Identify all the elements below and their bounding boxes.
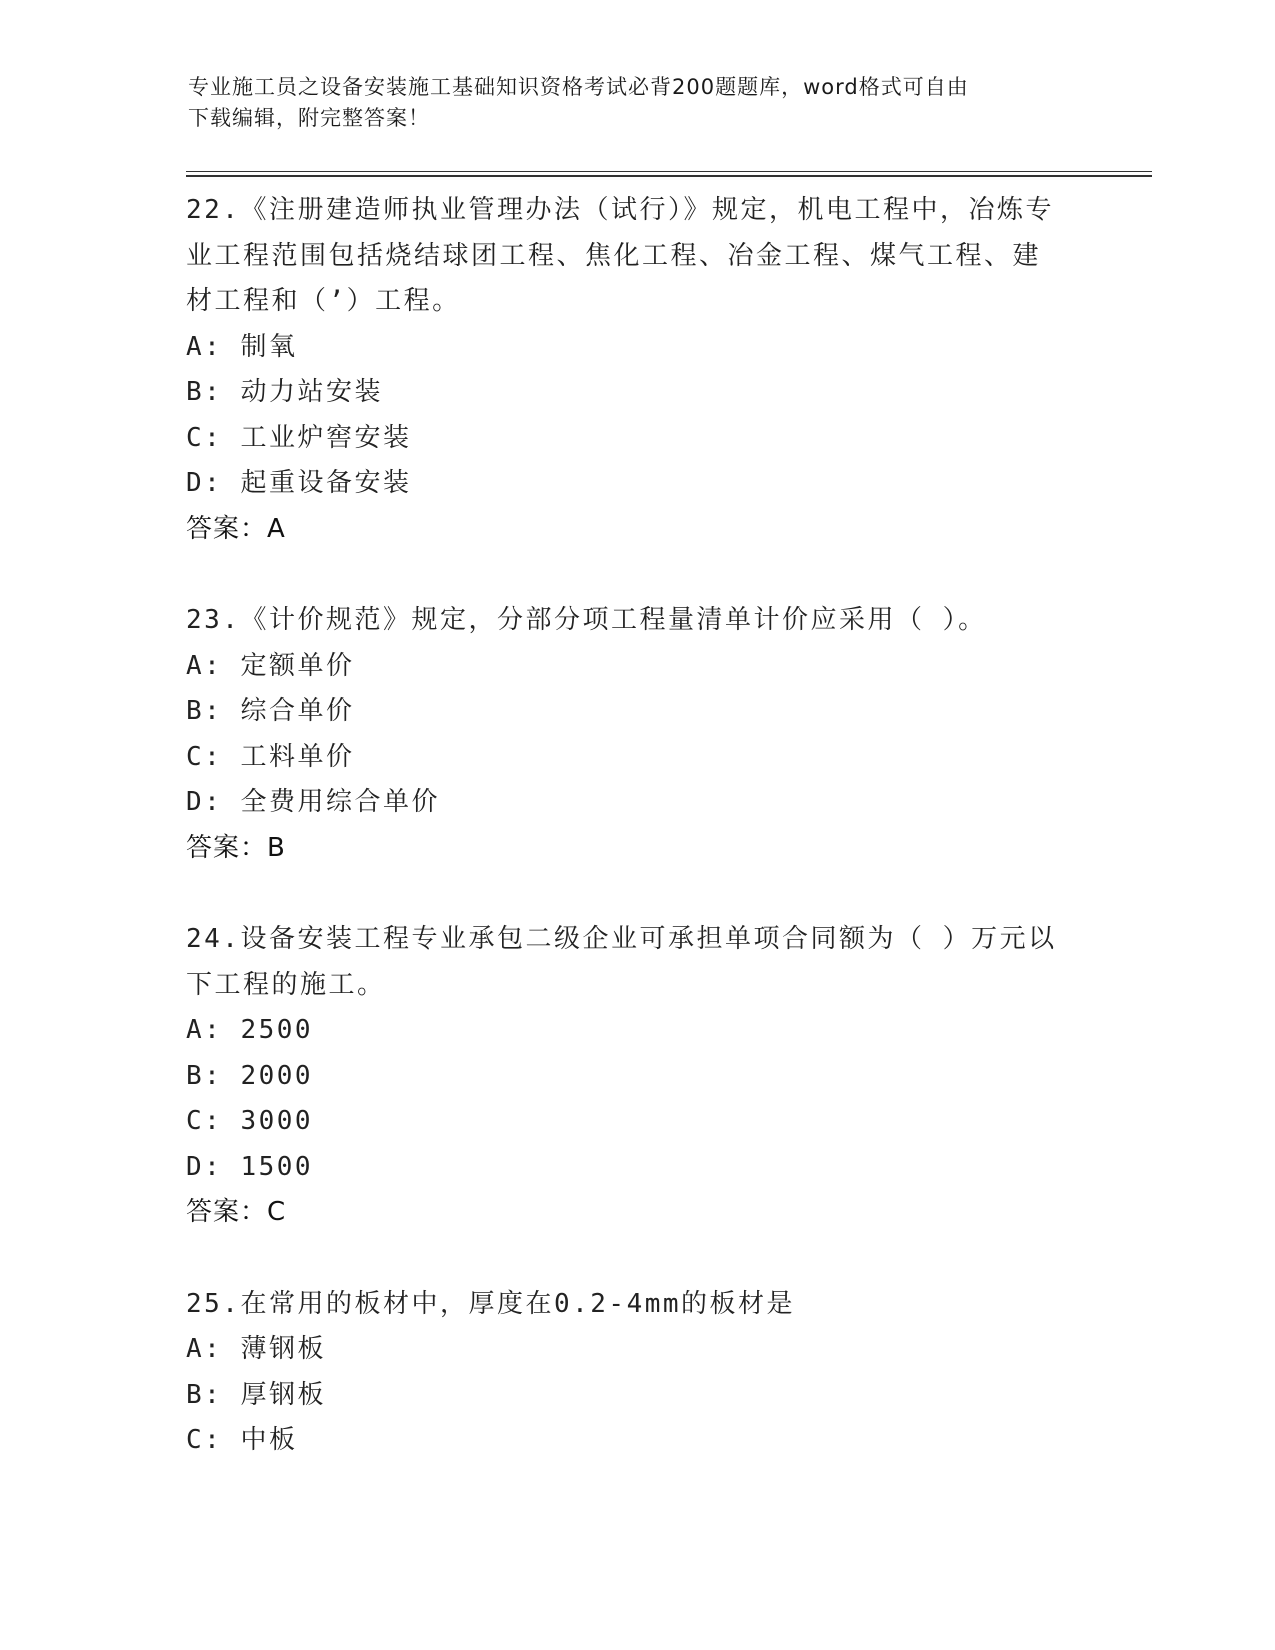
option-a: A: 制氧 <box>186 331 298 362</box>
option-c: C: 3000 <box>186 1106 314 1136</box>
header-line-1: 专业施工员之设备安装施工基础知识资格考试必背200题题库，word格式可自由 <box>188 75 969 99</box>
question-24 <box>186 917 1086 1236</box>
question-25 <box>186 1282 1086 1464</box>
option-b: B: 综合单价 <box>186 696 355 726</box>
option-c: C: 工料单价 <box>186 741 355 772</box>
option-a: A: 定额单价 <box>186 650 355 681</box>
option-b: B: 动力站安装 <box>186 377 383 407</box>
option-d: D: 起重设备安装 <box>186 468 412 498</box>
question-text-line: 25.在常用的板材中，厚度在0.2-4mm的板材是 <box>186 1288 796 1319</box>
question-22 <box>186 188 1086 552</box>
question-spacer <box>186 1236 1086 1282</box>
question-text-line: 22.《注册建造师执业管理办法（试行）》规定，机电工程中，冶炼专 <box>186 195 1054 225</box>
option-a: A: 薄钢板 <box>186 1334 326 1364</box>
question-text-line: 24.设备安装工程专业承包二级企业可承担单项合同额为（ ）万元以 <box>186 924 1057 954</box>
question-text-line: 23.《计价规范》规定，分部分项工程量清单计价应采用（ ）。 <box>186 605 987 635</box>
header-divider-top <box>186 171 1152 172</box>
header-divider-bottom <box>186 175 1152 177</box>
document-header <box>188 72 1088 134</box>
answer-line: 答案：A <box>186 513 286 544</box>
question-23 <box>186 598 1086 871</box>
option-d: D: 1500 <box>186 1151 314 1182</box>
header-line-2: 下载编辑，附完整答案！ <box>188 106 430 130</box>
question-text-line: 材工程和（’）工程。 <box>186 286 461 316</box>
question-list <box>186 188 1086 1464</box>
option-a: A: 2500 <box>186 1015 314 1045</box>
question-spacer <box>186 871 1086 917</box>
option-c: C: 工业炉窖安装 <box>186 422 412 453</box>
option-b: B: 2000 <box>186 1060 314 1091</box>
option-d: D: 全费用综合单价 <box>186 787 440 817</box>
option-c: C: 中板 <box>186 1425 298 1455</box>
question-spacer <box>186 552 1086 598</box>
option-b: B: 厚钢板 <box>186 1379 326 1410</box>
answer-line: 答案：C <box>186 1197 287 1227</box>
question-text-line: 下工程的施工。 <box>186 969 386 1000</box>
question-text-line: 业工程范围包括烧结球团工程、焦化工程、冶金工程、煤气工程、建 <box>186 240 1042 271</box>
answer-line: 答案：B <box>186 832 286 863</box>
